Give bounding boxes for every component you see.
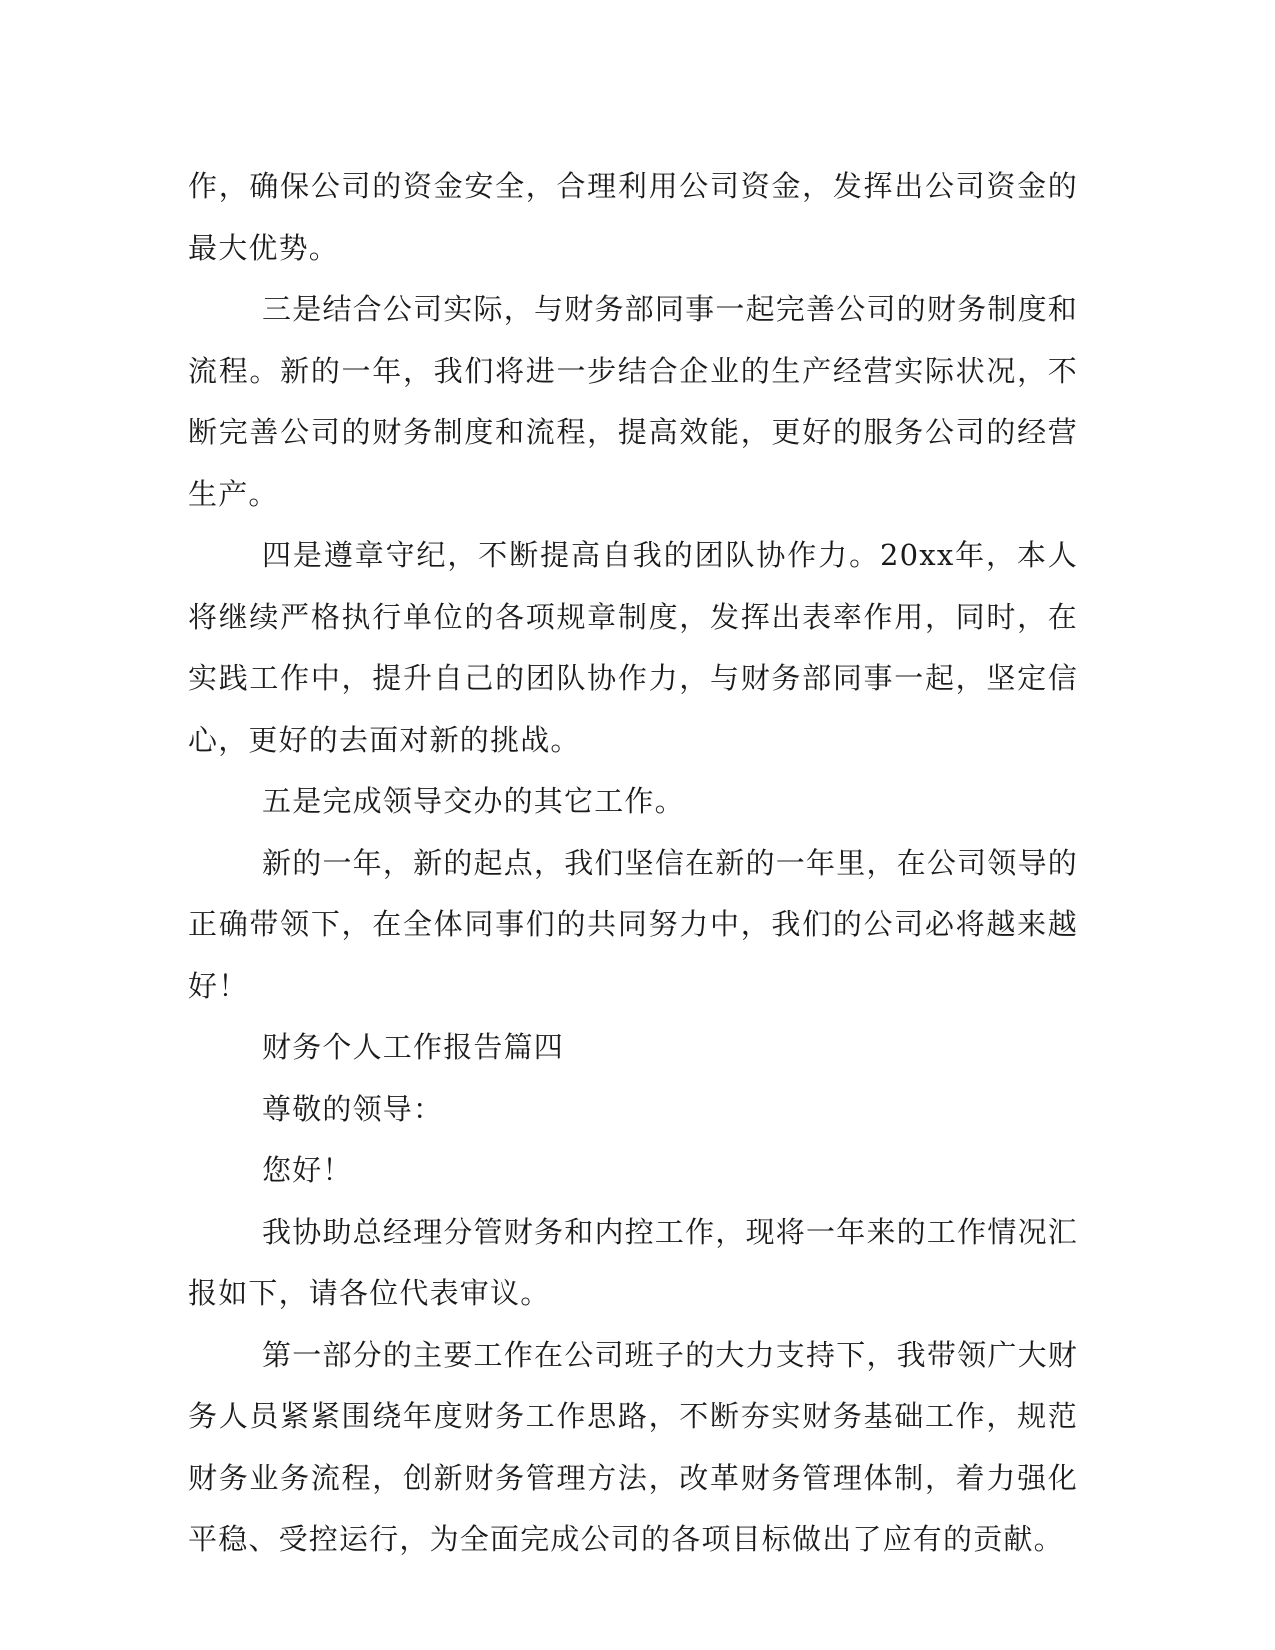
paragraph-point-four: 四是遵章守纪，不断提高自我的团队协作力。20xx年，本人将继续严格执行单位的各项规章制度，发挥出表率作用，同时，在实践工作中，提升自己的团队协作力，与财务部同事一起，坚定信心，更好的去面对新的挑战。: [188, 538, 1078, 757]
section-heading: 财务个人工作报告篇四: [262, 1030, 565, 1064]
paragraph-point-three: 三是结合公司实际，与财务部同事一起完善公司的财务制度和流程。新的一年，我们将进一步结合企业的生产经营实际状况，不断完善公司的财务制度和流程，提高效能，更好的服务公司的经营生产。: [188, 292, 1078, 511]
document-body: [188, 156, 1078, 1571]
paragraph-intro: 我协助总经理分管财务和内控工作，现将一年来的工作情况汇报如下，请各位代表审议。: [188, 1214, 1078, 1310]
paragraph-part-one: 第一部分的主要工作在公司班子的大力支持下，我带领广大财务人员紧紧围绕年度财务工作思路，不断夯实财务基础工作，规范财务业务流程，创新财务管理方法，改革财务管理体制，着力强化平稳、受控运行，为全面完成公司的各项目标做出了应有的贡献。: [188, 1337, 1078, 1556]
paragraph-continuation: 作，确保公司的资金安全，合理利用公司资金，发挥出公司资金的最大优势。: [188, 169, 1078, 265]
paragraph-point-five: 五是完成领导交办的其它工作。: [262, 784, 685, 818]
salutation: 尊敬的领导：: [262, 1091, 444, 1126]
paragraph-closing: 新的一年，新的起点，我们坚信在新的一年里，在公司领导的正确带领下，在全体同事们的共同努力中，我们的公司必将越来越好！: [188, 845, 1078, 1003]
greeting: 您好！: [262, 1153, 353, 1187]
